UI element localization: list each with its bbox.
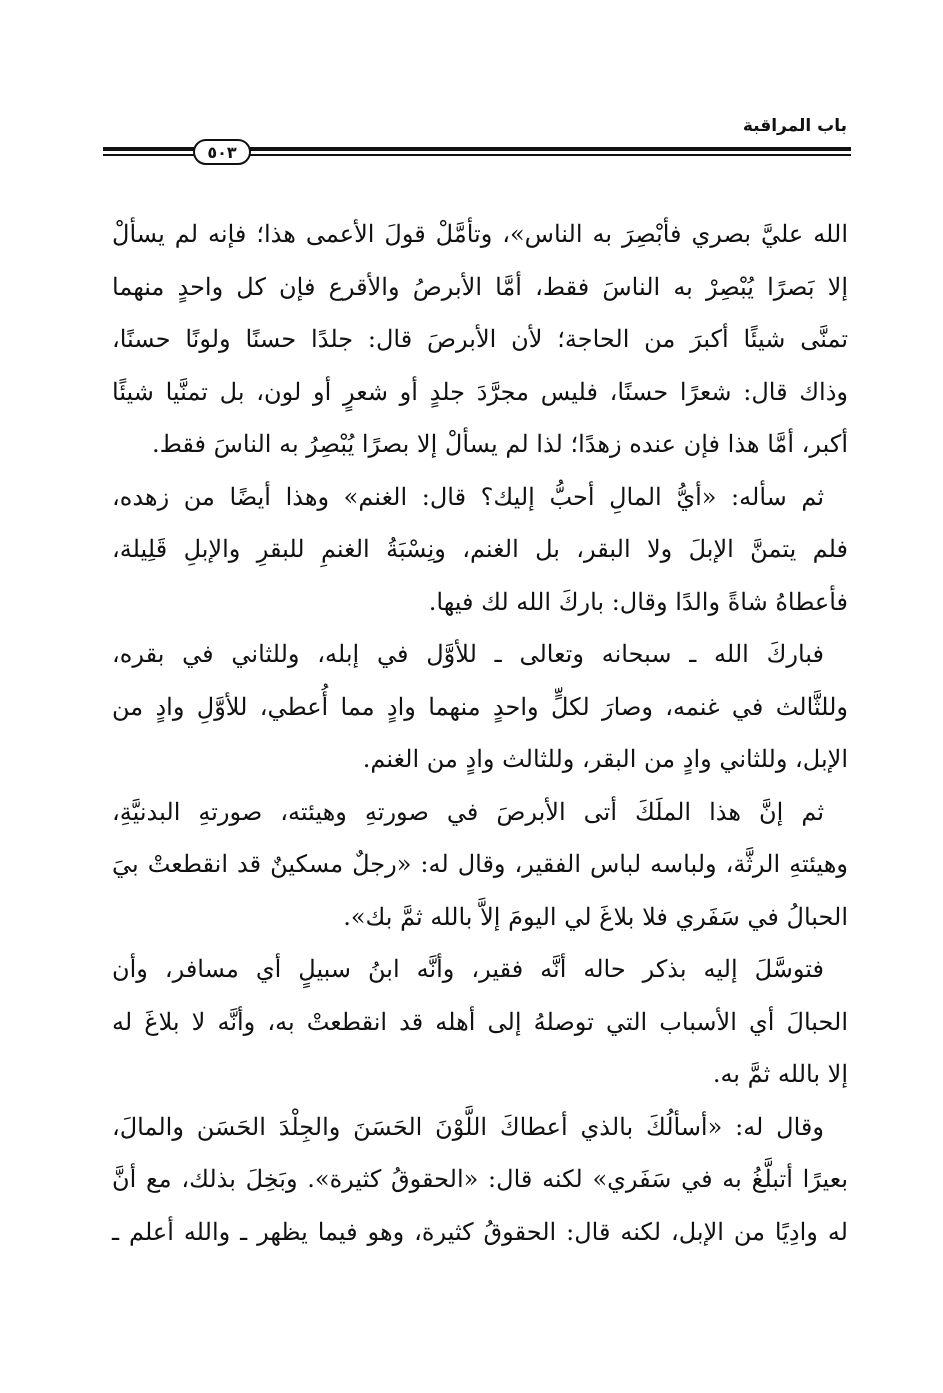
text-line: الله عليَّ بصري فأبْصِرَ به الناس»، وتأمَّلْ قولَ الأعمى هذا؛ فإنه لم يسألْ bbox=[112, 220, 848, 248]
running-title: باب المراقبة bbox=[742, 116, 847, 136]
paragraph-5 bbox=[112, 943, 848, 1101]
header-rule bbox=[103, 139, 851, 165]
text-line: له وادِيًا من الإبل، لكنه قال: الحقوقُ كثيرة، وهو فيما يظهر ـ والله أعلم ـ bbox=[112, 1217, 848, 1246]
text-line: ثم إنَّ هذا الملَكَ أتى الأبرصَ في صورتهِ وهيئته، صورتهِ البدنيَّةِ، bbox=[112, 797, 824, 826]
text-line: إلا بالله ثمَّ به. bbox=[712, 1060, 848, 1088]
paragraph-6 bbox=[112, 1101, 848, 1259]
paragraph-2 bbox=[112, 471, 848, 629]
text-line: وذاك قال: شعرًا حسنًا، فليس مجرَّدَ جلدٍ أو شعرٍ أو لون، بل تمنَّيا شيئًا bbox=[112, 377, 848, 406]
text-line: تمنَّى شيئًا أكبرَ من الحاجة؛ لأن الأبرصَ قال: جلدًا حسنًا ولونًا حسنًا، bbox=[112, 325, 848, 353]
text-line: إلا بَصرًا يُبْصِرْ به الناسَ فقط، أمَّا الأبرصُ والأقرع فإن كل واحدٍ منهما bbox=[112, 272, 848, 301]
text-line: فأعطاهُ شاةً والدًا وقال: باركَ الله لك فيها. bbox=[428, 587, 848, 616]
text-line: الإبل، وللثاني وادٍ من البقر، وللثالث وادٍ من الغنم. bbox=[362, 745, 848, 773]
text-line: أكبر، أمَّا هذا فإن عنده زهدًا؛ لذا لم يسألْ إلا بصرًا يُبْصِرُ به الناسَ فقط. bbox=[151, 430, 848, 458]
text-line: بعيرًا أتبلَّغُ به في سَفَري» لكنه قال: «الحقوقُ كثيرة». وبَخِلَ بذلك، مع أنَّ bbox=[112, 1165, 848, 1193]
text-line: وللثَّالث في غنمه، وصارَ لكلٍّ واحدٍ منهما وادٍ مما أُعطي، للأوَّلِ وادٍ من bbox=[112, 692, 848, 721]
text-line: وهيئتهِ الرثَّة، ولباسه لباس الفقير، وقال له: «رجلٌ مسكينٌ قد انقطعتْ بيَ bbox=[112, 850, 848, 878]
text-line: فلم يتمنَّ الإبلَ ولا البقر، بل الغنم، ونِسْبَةُ الغنمِ للبقرِ والإبلِ قَلِيلة، bbox=[112, 535, 848, 563]
body-text bbox=[112, 208, 848, 1258]
page-number: ٥٠٣ bbox=[193, 139, 251, 165]
paragraph-3 bbox=[112, 628, 848, 786]
text-line: الحبالَ أي الأسباب التي توصلهُ إلى أهله قد انقطعتْ به، وأنَّه لا بلاغَ له bbox=[112, 1007, 849, 1036]
text-line: وقال له: «أسألُكَ بالذي أعطاكَ اللَّوْنَ الحَسَنَ والجِلْدَ الحَسَن والمالَ، bbox=[112, 1112, 824, 1141]
text-line: الحبالُ في سَفَري فلا بلاغَ لي اليومَ إلاَّ بالله ثمَّ بك». bbox=[343, 902, 848, 931]
paragraph-1 bbox=[112, 208, 848, 471]
text-line: فتوسَّلَ إليه بذكر حاله أنَّه فقير، وأنَّه ابنُ سبيلٍ أي مسافر، وأن bbox=[112, 955, 824, 983]
text-line: فباركَ الله ـ سبحانه وتعالى ـ للأوَّل في إبله، وللثاني في بقره، bbox=[112, 640, 824, 668]
text-line: ثم سأله: «أيُّ المالِ أحبُّ إليك؟ قال: الغنم» وهذا أيضًا من زهده، bbox=[112, 482, 825, 511]
paragraph-4 bbox=[112, 786, 848, 944]
